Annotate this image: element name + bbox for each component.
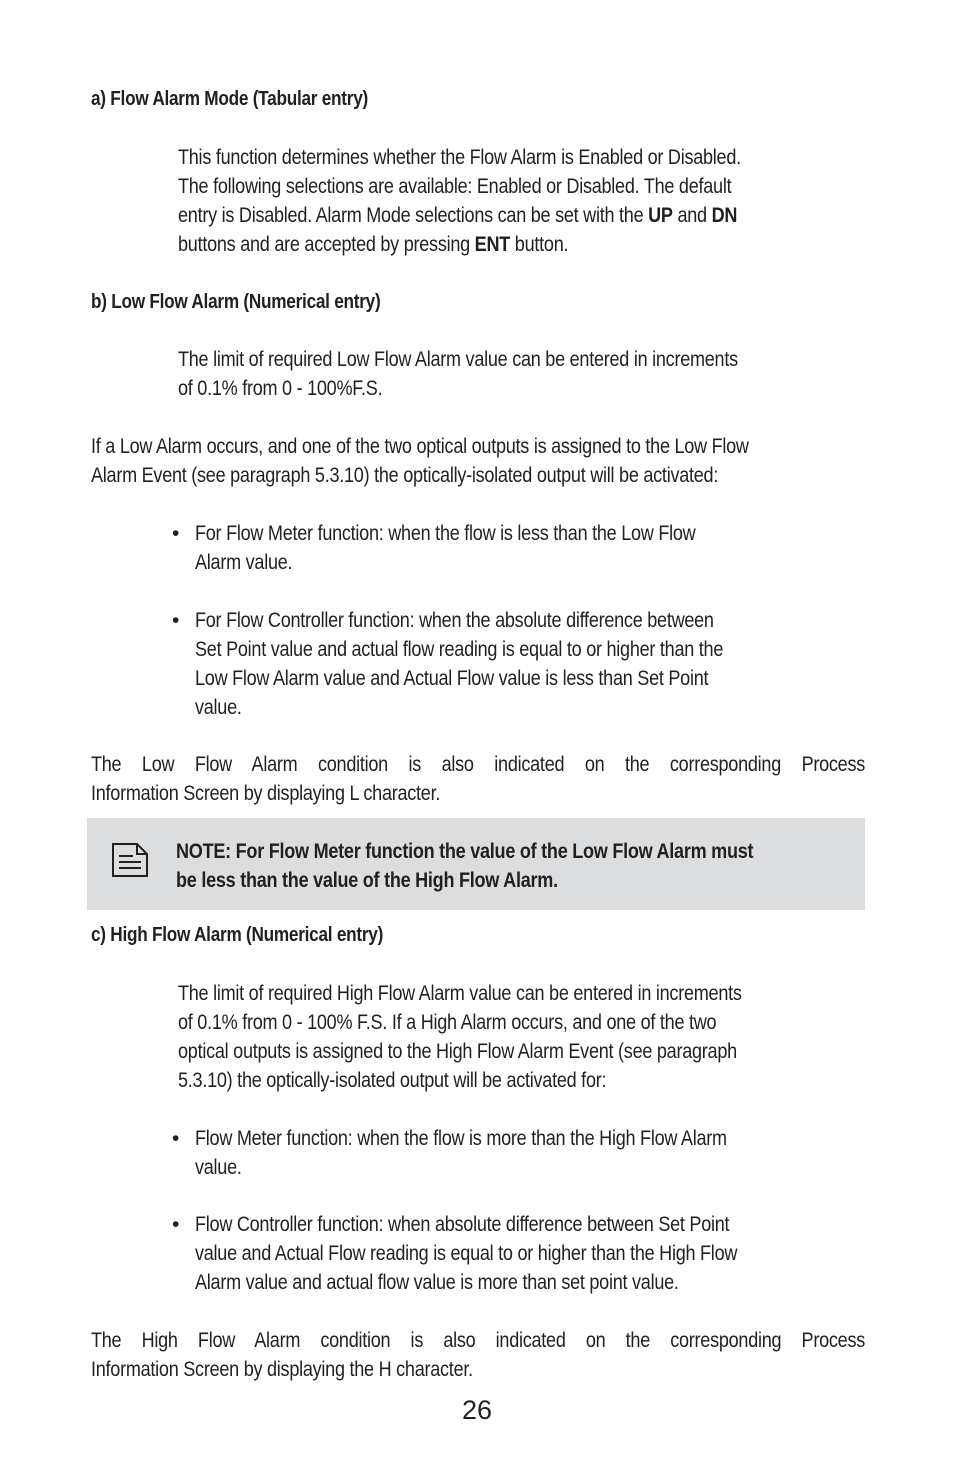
text-line: Information Screen by displaying the H character.	[91, 1358, 473, 1381]
page-number: 26	[461, 1395, 493, 1425]
section-b-heading: b) Low Flow Alarm (Numerical entry)	[91, 291, 381, 313]
low-alarm-condition-paragraph	[91, 750, 865, 808]
text-line: entry is Disabled. Alarm Mode selections can be set with the UP and DN	[178, 204, 738, 227]
text-line: This function determines whether the Flow Alarm is Enabled or Disabled.	[178, 146, 741, 169]
text-line: Set Point value and actual flow reading is equal to or higher than the	[195, 638, 724, 661]
text-line: optical outputs is assigned to the High Flow Alarm Event (see paragraph	[178, 1040, 737, 1063]
text-line: Flow Controller function: when absolute difference between Set Point	[195, 1213, 730, 1236]
text-line: Alarm value.	[195, 551, 293, 574]
text-line: Information Screen by displaying L character.	[91, 782, 441, 805]
text-line: value and Actual Flow reading is equal to or higher than the High Flow	[195, 1242, 738, 1265]
text-line: The limit of required High Flow Alarm value can be entered in increments	[178, 982, 742, 1005]
text-line: value.	[195, 1156, 242, 1179]
section-c-heading: c) High Flow Alarm (Numerical entry)	[91, 924, 384, 946]
text-line: of 0.1% from 0 - 100% F.S. If a High Alarm occurs, and one of the two	[178, 1011, 717, 1034]
note-box	[87, 818, 865, 910]
text-line: value.	[195, 696, 242, 719]
low-alarm-paragraph	[91, 432, 865, 490]
section-c-description	[178, 979, 875, 1095]
text-line: Flow Meter function: when the flow is more than the High Flow Alarm	[195, 1127, 727, 1150]
bullet-icon: •	[172, 1127, 180, 1150]
bullet-icon: •	[172, 522, 180, 545]
text-line: Low Flow Alarm value and Actual Flow value is less than Set Point	[195, 667, 709, 690]
text-line: Alarm value and actual flow value is more than set point value.	[195, 1271, 679, 1294]
bullet-icon: •	[172, 609, 180, 632]
note-icon	[111, 842, 149, 878]
high-alarm-condition-paragraph	[91, 1326, 865, 1384]
note-line: be less than the value of the High Flow Alarm.	[176, 869, 558, 892]
up-button-ref: UP	[648, 204, 673, 227]
text-line: The following selections are available: Enabled or Disabled. The default	[178, 175, 732, 198]
section-b-description	[178, 345, 875, 403]
text-line: For Flow Controller function: when the absolute difference between	[195, 609, 714, 632]
bullet-icon: •	[172, 1213, 180, 1236]
section-a-description	[178, 143, 866, 259]
dn-button-ref: DN	[711, 204, 738, 227]
text-line: For Flow Meter function: when the flow is less than the Low Flow	[195, 522, 696, 545]
text-line: The High Flow Alarm condition is also indicated on the corresponding Process	[91, 1329, 865, 1352]
text-line: 5.3.10) the optically-isolated output will be activated for:	[178, 1069, 607, 1092]
text-line: If a Low Alarm occurs, and one of the two optical outputs is assigned to the Low Flow	[91, 435, 749, 458]
text-line: Alarm Event (see paragraph 5.3.10) the optically-isolated output will be activated:	[91, 464, 719, 487]
note-line: NOTE: For Flow Meter function the value of the Low Flow Alarm must	[176, 840, 754, 863]
text-line: The limit of required Low Flow Alarm value can be entered in increments	[178, 348, 738, 371]
ent-button-ref: ENT	[474, 233, 511, 256]
text-line: buttons and are accepted by pressing ENT button.	[178, 233, 569, 256]
section-a-heading: a) Flow Alarm Mode (Tabular entry)	[91, 88, 368, 110]
text-line: The Low Flow Alarm condition is also indicated on the corresponding Process	[91, 753, 865, 776]
text-line: of 0.1% from 0 - 100%F.S.	[178, 377, 383, 400]
